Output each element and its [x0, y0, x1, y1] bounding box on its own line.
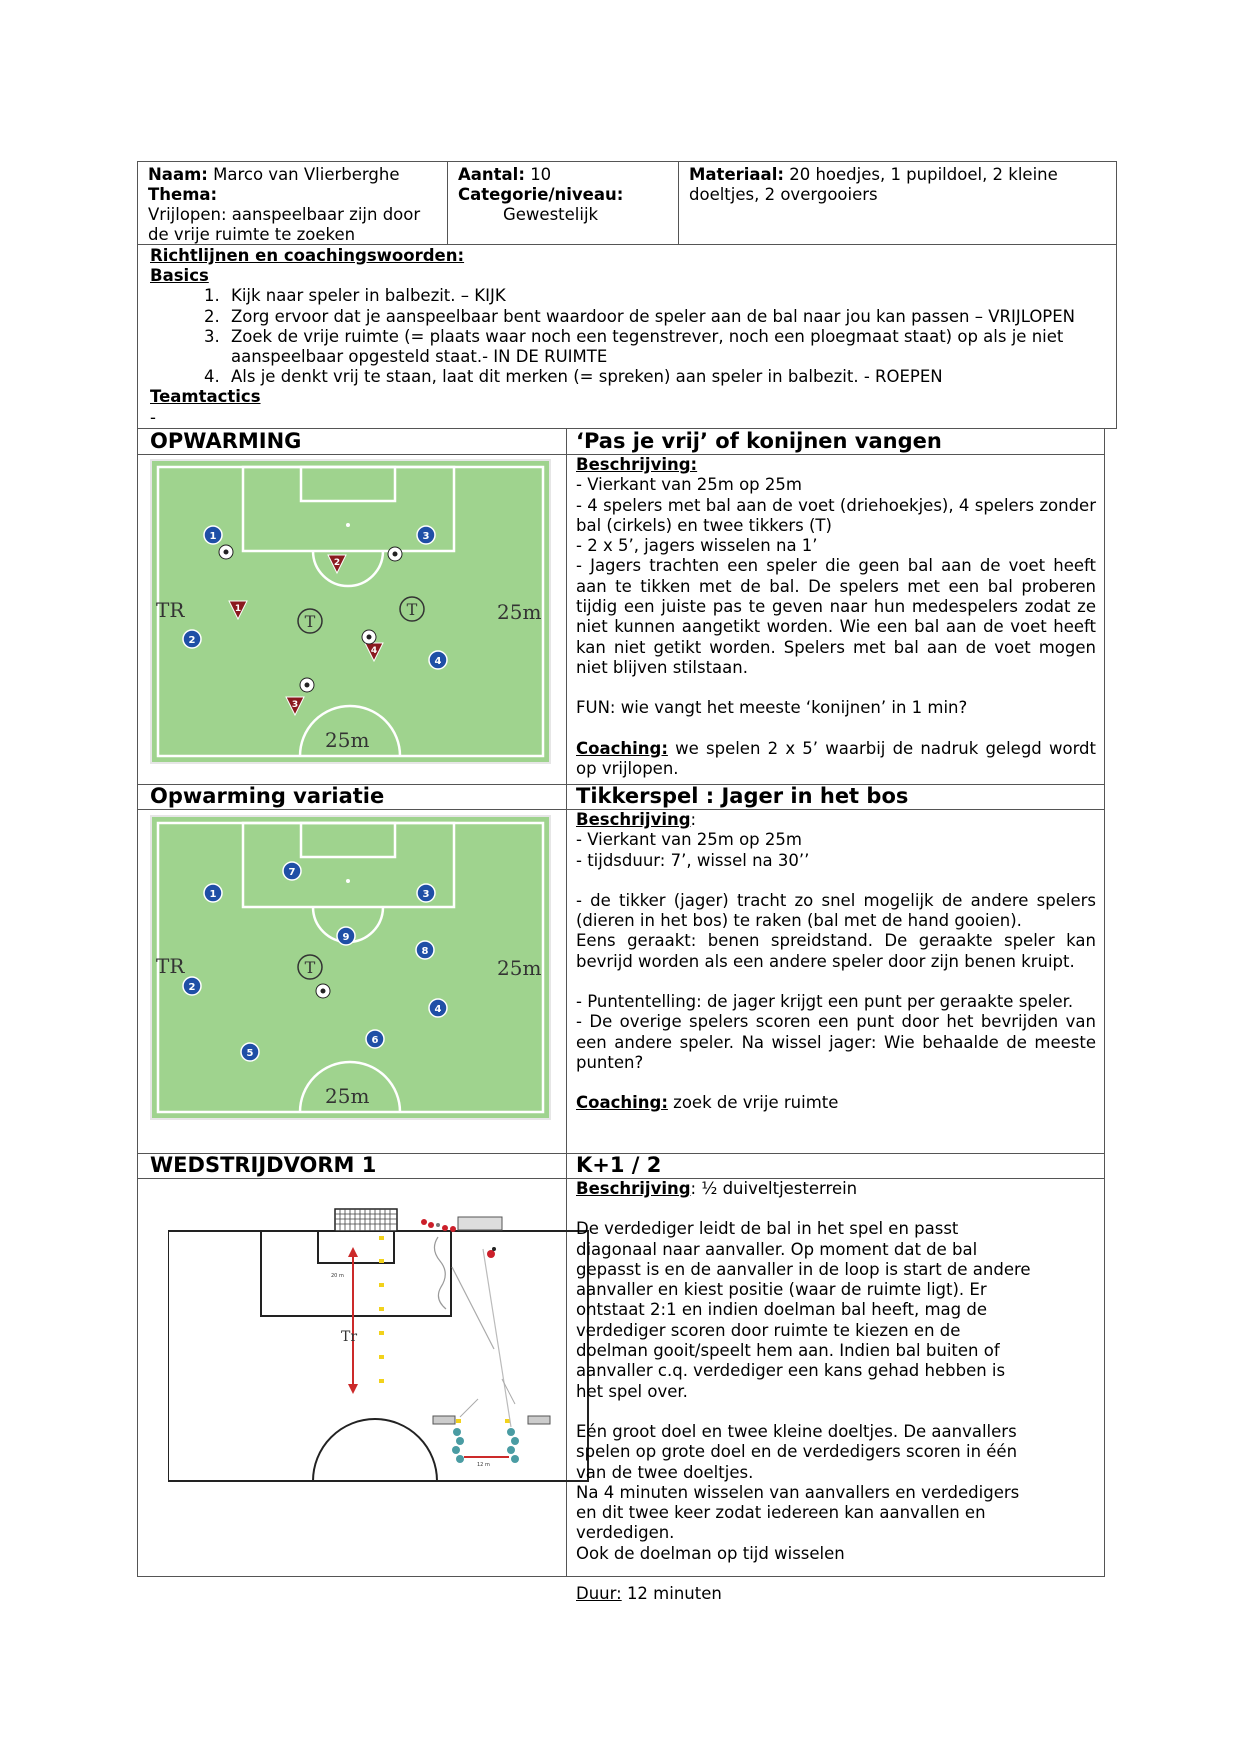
blue-player: [204, 526, 222, 544]
description-spacer: [576, 719, 1096, 739]
beschrijving-line: [576, 1179, 1096, 1199]
materiaal-label: Materiaal:: [689, 165, 784, 184]
basics-title: Basics: [150, 266, 209, 286]
categorie-label: Categorie/niveau:: [458, 185, 624, 204]
svg-text:1: 1: [209, 889, 217, 900]
blue-player: [283, 862, 301, 880]
coaching-label: Coaching:: [576, 1093, 668, 1113]
section-right-title: K+1 / 2: [576, 1153, 662, 1177]
section-left-title: Opwarming variatie: [150, 784, 385, 808]
description-line: - Vierkant van 25m op 25m: [576, 475, 802, 495]
measure-20m: 20 m: [331, 1273, 344, 1279]
svg-text:2: 2: [333, 558, 341, 568]
blue-player: [241, 1043, 259, 1061]
section-right-title: Tikkerspel : Jager in het bos: [576, 784, 909, 808]
svg-text:3: 3: [422, 531, 430, 542]
categorie-value: Gewestelijk: [503, 205, 599, 224]
blue-player: [204, 884, 222, 902]
description-line: - Puntentelling: de jager krijgt een punt per geraakte speler.: [576, 992, 1074, 1012]
description-spacer: [576, 1564, 1096, 1584]
column-divider: [566, 429, 567, 784]
description-line: Ook de doelman op tijd wisselen: [576, 1543, 845, 1563]
svg-text:1: 1: [209, 531, 217, 542]
teamtactics-title: Teamtactics: [150, 387, 261, 407]
basics-item: 1. Kijk naar speler in balbezit. – KIJK: [225, 286, 1108, 306]
svg-text:2: 2: [188, 982, 196, 993]
beschrijving-suffix: :: [690, 810, 697, 829]
column-divider: [566, 784, 567, 1153]
section-titlebar: [138, 1153, 1104, 1179]
section-opwarming-variatie: [137, 784, 1105, 1153]
svg-text:T: T: [304, 958, 316, 977]
naam-label: Naam:: [148, 165, 208, 184]
document-page: [137, 161, 1117, 1604]
header-separator: [138, 244, 1116, 245]
materiaal-value: 20 hoedjes, 1 pupildoel, 2 kleine doeltjes, 2 overgooiers: [689, 165, 1058, 204]
header-cell-naam: [138, 162, 448, 244]
duur-value: 12 minuten: [626, 1584, 722, 1604]
description-line: - de tikker (jager) tracht zo snel mogelijk de andere spelers (dieren in het bos) te raken (bal met de hand gooien).: [576, 890, 1096, 931]
svg-text:9: 9: [342, 932, 350, 943]
beschrijving-suffix: : ½ duiveltjesterrein: [690, 1179, 858, 1198]
guidelines-title: Richtlijnen en coachingswoorden:: [150, 246, 465, 265]
basics-item: 4. Als je denkt vrij te staan, laat dit merken (= spreken) aan speler in balbezit. - ROEPEN: [225, 367, 1108, 387]
header-table: [137, 161, 1117, 429]
aantal-label: Aantal:: [458, 165, 525, 184]
ball-icon: [219, 545, 233, 559]
header-cell-materiaal: [679, 162, 1116, 244]
description-line: - 4 spelers met bal aan de voet (driehoekjes), 4 spelers zonder bal (cirkels) en twee tikkers (T): [576, 495, 1096, 535]
coaching-line: [576, 1093, 1096, 1113]
thema-label: Thema:: [148, 185, 218, 204]
basics-item: 3. Zoek de vrije ruimte (= plaats waar noch een tegenstrever, noch een ploegmaat staat) op als je niet aanspeelbaar opgesteld staat.- IN DE RUIMTE: [225, 327, 1108, 367]
description-line: FUN: wie vangt het meeste ‘konijnen’ in 1 min?: [576, 698, 968, 718]
svg-text:T: T: [304, 612, 316, 631]
coaching-line: [576, 739, 1096, 780]
diagram-label-tr: Tr: [341, 1329, 358, 1345]
svg-text:7: 7: [288, 867, 296, 878]
ball-icon: [316, 984, 330, 998]
section-description: [576, 1179, 1096, 1604]
svg-text:T: T: [406, 600, 418, 619]
ball-icon: [300, 678, 314, 692]
diagram-label-tr: TR: [156, 598, 185, 622]
section-wedstrijdvorm-1: [137, 1153, 1105, 1604]
section-left-title: WEDSTRIJDVORM 1: [150, 1153, 377, 1177]
aantal-value: 10: [530, 165, 552, 184]
guidelines-block: [150, 246, 1108, 428]
description-line: De verdediger leidt de bal in het spel en passt diagonaal naar aanvaller. Op moment dat de bal gepasst is en de aanvaller in de loop is start de andere aanvaller en kiest positie (waar de ruimte ligt). Er ontstaat 2:1 en indien doelman bal heeft, mag de verdediger scoren door ruimte te kiezen en de doelman gooit/speelt hem aan. Indien bal buiten of aanvaller c.q. verdediger een kans gehad hebben is het spel over.: [576, 1219, 1031, 1401]
beschrijving-label: Beschrijving: [576, 1179, 691, 1198]
description-spacer: [576, 678, 1096, 698]
ball-icon: [362, 630, 376, 644]
svg-text:4: 4: [434, 1004, 442, 1015]
diagram-label-right: 25m: [497, 956, 542, 980]
duur-line: [576, 1584, 1096, 1604]
svg-text:3: 3: [291, 700, 299, 710]
cone-line: [379, 1236, 510, 1423]
description-line: - tijdsduur: 7’, wissel na 30’’: [576, 850, 810, 870]
beschrijving-label: Beschrijving:: [576, 455, 698, 474]
blue-player: [429, 651, 447, 669]
description-spacer: [576, 1402, 1096, 1422]
section-titlebar: [138, 784, 1104, 810]
blue-player: [429, 999, 447, 1017]
svg-text:1: 1: [234, 604, 242, 614]
description-line: - De overige spelers scoren een punt door het bevrijden van een andere speler. Na wissel jager: Wie behaalde de meeste punten?: [576, 1012, 1096, 1072]
teamtactics-value: -: [150, 407, 156, 427]
diagram-label-right: 25m: [497, 600, 542, 624]
description-line: - Vierkant van 25m op 25m: [576, 830, 802, 850]
description-line: Na 4 minuten wisselen van aanvallers en verdedigers en dit twee keer zodat iedereen kan aanvallen en verdedigen.: [576, 1482, 1020, 1543]
coaching-label: Coaching:: [576, 738, 668, 758]
description-line: - 2 x 5’, jagers wisselen na 1’: [576, 536, 818, 556]
measure-12m: 12 m: [477, 1462, 490, 1468]
description-spacer: [576, 1199, 1096, 1219]
section-right-title: ‘Pas je vrij’ of konijnen vangen: [576, 429, 942, 453]
description-line: Eens geraakt: benen spreidstand. De geraakte speler kan bevrijd worden als een andere speler door zijn benen kruipt.: [576, 931, 1096, 971]
basics-list: [150, 286, 1108, 387]
section-description: [576, 455, 1096, 779]
svg-text:6: 6: [371, 1035, 379, 1046]
blue-player: [366, 1030, 384, 1048]
description-spacer: [576, 972, 1096, 992]
section-titlebar: [138, 429, 1104, 455]
diagram-label-tr: TR: [156, 954, 185, 978]
section-opwarming: [137, 429, 1105, 784]
diagram-label-bottom: 25m: [325, 1084, 370, 1108]
blue-player: [183, 977, 201, 995]
thema-value: Vrijlopen: aanspeelbaar zijn door de vrije ruimte te zoeken: [148, 205, 421, 244]
basics-item: 2. Zorg ervoor dat je aanspeelbaar bent waardoor de speler aan de bal naar jou kan passen – VRIJLOPEN: [225, 307, 1108, 327]
diagram-label-bottom: 25m: [325, 728, 370, 752]
coaching-value: we spelen 2 x 5’ waarbij de nadruk gelegd wordt op vrijlopen.: [576, 738, 1096, 778]
description-line: Eén groot doel en twee kleine doeltjes. De aanvallers spelen op grote doel en de verdedigers scoren in één van de twee doeltjes.: [576, 1421, 1018, 1482]
pitch-diagram-opwarming: [150, 459, 551, 764]
svg-text:2: 2: [188, 635, 196, 646]
description-line: - Jagers trachten een speler die geen bal aan de voet heeft aan te tikken met de bal. De spelers met een bal proberen tijdig een juiste pas te geven naar hun medespelers zodat ze niet kunnen aangetikt worden. Wie een bal aan de voet heeft kan niet getikt worden. Spelers met bal aan de voet mogen niet blijven stilstaan.: [576, 556, 1096, 677]
svg-text:4: 4: [434, 656, 442, 667]
blue-player: [417, 884, 435, 902]
coaching-value: zoek de vrije ruimte: [673, 1093, 839, 1113]
section-left-title: OPWARMING: [150, 429, 302, 453]
attackers-left: [452, 1428, 464, 1463]
blue-player: [417, 526, 435, 544]
svg-text:3: 3: [422, 889, 430, 900]
section-description: [576, 810, 1096, 1114]
blue-player: [183, 630, 201, 648]
pitch-diagram-variatie: [150, 815, 551, 1120]
duur-label: Duur:: [576, 1584, 622, 1604]
ball-icon: [388, 547, 402, 561]
header-cell-aantal: [448, 162, 679, 244]
svg-text:8: 8: [421, 946, 429, 957]
svg-text:4: 4: [370, 646, 378, 656]
beschrijving-line: [576, 810, 1096, 830]
description-spacer: [576, 871, 1096, 891]
blue-player: [416, 941, 434, 959]
blue-player: [337, 927, 355, 945]
beschrijving-label: Beschrijving: [576, 810, 691, 829]
naam-value: Marco van Vlierberghe: [213, 165, 400, 184]
svg-text:5: 5: [246, 1048, 254, 1059]
description-spacer: [576, 1073, 1096, 1093]
